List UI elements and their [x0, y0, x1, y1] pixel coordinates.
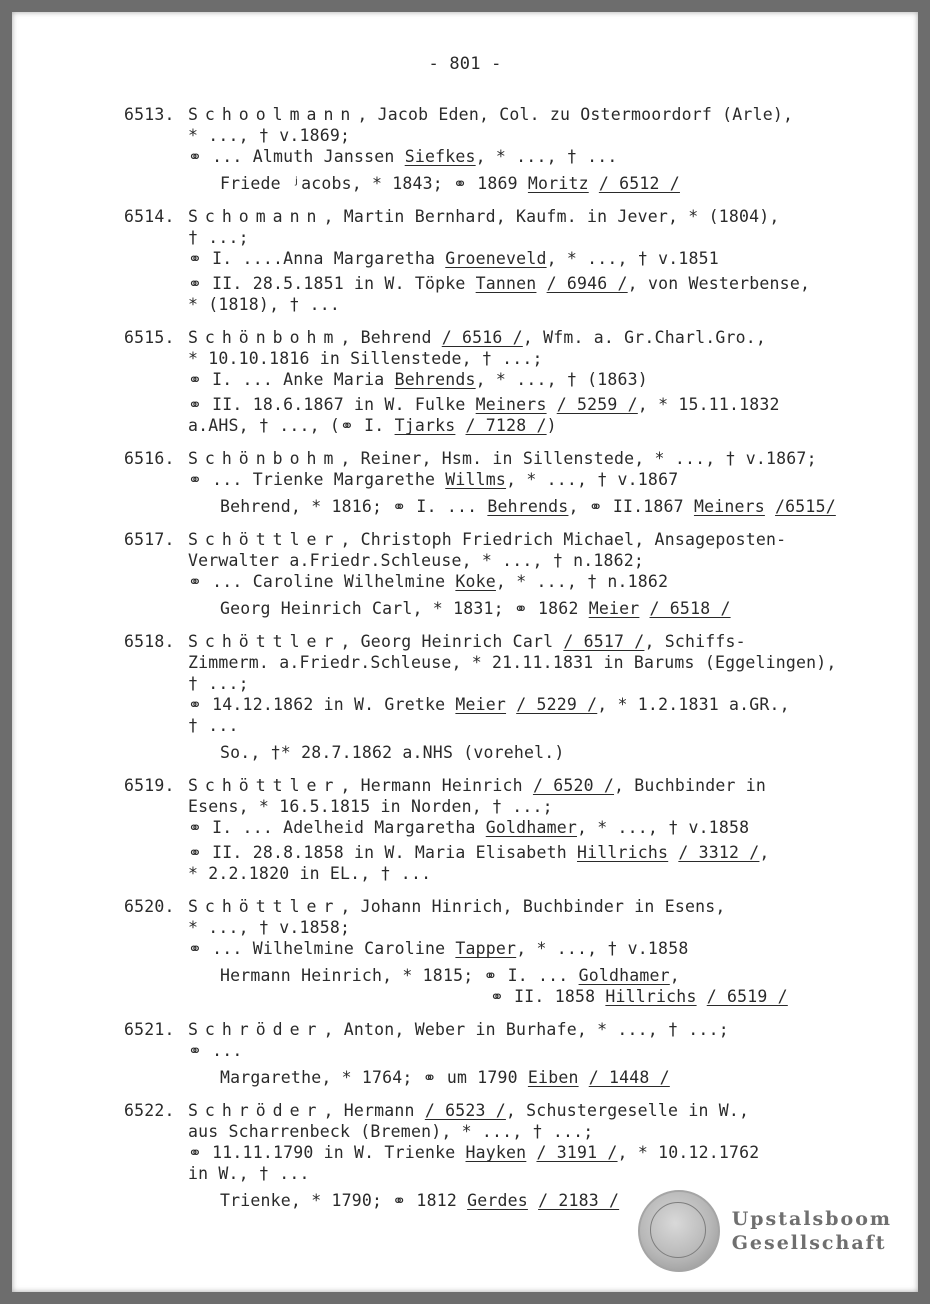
marriage-line — [124, 369, 864, 390]
surname: Koke — [455, 572, 496, 591]
entry-details: Esens, * 16.5.1815 in Norden, † ...; — [188, 797, 553, 816]
marriage-line — [124, 938, 864, 959]
child-line — [124, 742, 864, 763]
text: ⚭ II. 28.8.1858 in W. Maria Elisabeth — [188, 843, 577, 862]
text: , * ..., † v.1867 — [506, 470, 679, 489]
marriage-line — [124, 694, 864, 715]
cross-reference: /6515/ — [775, 497, 836, 516]
entry-number: 6520. — [124, 897, 175, 916]
text: , * ..., † v.1851 — [546, 249, 719, 268]
surname: Eiben — [527, 1068, 579, 1087]
genealogy-entry — [124, 896, 864, 1007]
entry-details: * (1818), † ... — [188, 295, 341, 314]
entry-surname: Schönbohm — [188, 328, 341, 347]
entry-number: 6513. — [124, 105, 175, 124]
child-line — [124, 496, 864, 517]
entry-details: , Wfm. a. Gr.Charl.Gro., — [522, 328, 767, 347]
child-line — [124, 1067, 864, 1088]
entry-surname: Schöttler — [188, 897, 341, 916]
cross-reference: / 1448 / — [588, 1068, 670, 1087]
marriage-line — [124, 817, 864, 838]
entry-details: ⚭ ... — [188, 1041, 243, 1060]
genealogy-entry — [124, 775, 864, 884]
entry-details: , Buchbinder in — [614, 776, 767, 795]
entry-details: Zimmerm. a.Friedr.Schleuse, * 21.11.1831 in Barums (Eggelingen), — [188, 653, 837, 672]
marriage-line — [124, 394, 864, 415]
entry-details: † ...; — [188, 674, 249, 693]
text: ⚭ I. ....Anna Margaretha — [188, 249, 446, 268]
entry-details: † ...; — [188, 228, 249, 247]
text: ⚭ ... Almuth Janssen — [188, 147, 405, 166]
text: ⚭ II. 28.5.1851 in W. Töpke — [188, 274, 476, 293]
text: , * 1.2.1831 a.GR., — [597, 695, 790, 714]
cross-reference: / 3191 / — [536, 1143, 618, 1162]
text: , von Westerbense, — [627, 274, 811, 293]
marriage-line — [124, 1142, 864, 1163]
org-name-line2: Gesellschaft — [731, 1232, 887, 1254]
surname: Meiners — [475, 395, 547, 414]
text: Georg Heinrich Carl, * 1831; ⚭ 1862 — [220, 599, 589, 618]
genealogy-entry — [124, 631, 864, 763]
surname: Hayken — [465, 1143, 527, 1162]
entry-details: aus Scharrenbeck (Bremen), * ..., † ...; — [188, 1122, 594, 1141]
entry-details: , Hermann Heinrich — [340, 776, 533, 795]
cross-reference: / 6516 / — [441, 328, 523, 347]
entry-number: 6517. — [124, 530, 175, 549]
entry-details: Verwalter a.Friedr.Schleuse, * ..., † n.1862; — [188, 551, 645, 570]
cross-reference: / 6519 / — [706, 987, 788, 1006]
text: , * ..., † ... — [475, 147, 618, 166]
surname: Tapper — [455, 939, 517, 958]
text: ⚭ II. 18.6.1867 in W. Fulke — [188, 395, 476, 414]
cross-reference: / 6520 / — [532, 776, 615, 795]
entry-surname: Schöttler — [188, 776, 341, 795]
entry-details: † ... — [188, 716, 239, 735]
text: Trienke, * 1790; ⚭ 1812 — [220, 1191, 468, 1210]
entry-number: 6515. — [124, 328, 175, 347]
text: , * ..., † (1863) — [475, 370, 648, 389]
entry-details: , Georg Heinrich Carl — [340, 632, 564, 651]
org-name-line1: Upstalsboom — [731, 1208, 892, 1230]
marriage-line — [124, 248, 864, 269]
entry-details: in W., † ... — [188, 1164, 310, 1183]
surname: Goldhamer — [578, 966, 670, 985]
entry-details: , Jacob Eden, Col. zu Ostermoordorf (Arle), — [357, 105, 794, 124]
society-logo — [638, 1190, 892, 1272]
child-line — [124, 986, 864, 1007]
marriage-line — [124, 842, 864, 863]
surname: Willms — [445, 470, 507, 489]
page-number: - 801 - — [428, 54, 502, 74]
entry-details: , Anton, Weber in Burhafe, * ..., † ...; — [323, 1020, 729, 1039]
text: ⚭ ... Trienke Margarethe — [188, 470, 446, 489]
marriage-line — [124, 469, 864, 490]
cross-reference: / 3312 / — [678, 843, 760, 862]
entry-surname: Schönbohm — [188, 449, 341, 468]
text: ⚭ ... Wilhelmine Caroline — [188, 939, 456, 958]
surname: Goldhamer — [485, 818, 577, 837]
entry-details: , Christoph Friedrich Michael, Ansageposten- — [340, 530, 787, 549]
entry-details: , Behrend — [340, 328, 442, 347]
marriage-line — [124, 273, 864, 294]
entry-surname: Schoolmann — [188, 105, 358, 124]
entry-surname: Schröder — [188, 1020, 324, 1039]
genealogy-entry — [124, 206, 864, 315]
text: So., †* 28.7.1862 a.NHS (vorehel.) — [220, 743, 565, 762]
text: ) — [546, 416, 557, 435]
surname: Behrends — [394, 370, 476, 389]
child-line — [124, 965, 864, 986]
text: , * ..., † v.1858 — [516, 939, 689, 958]
surname: Hillrichs — [576, 843, 669, 862]
cross-reference: / 5229 / — [516, 695, 598, 714]
surname: Meier — [455, 695, 507, 714]
cross-reference: / 2183 / — [538, 1191, 620, 1210]
entry-details: , Hermann — [323, 1101, 425, 1120]
text: , ⚭ II.1867 — [568, 497, 694, 516]
cross-reference: / 5259 / — [556, 395, 638, 414]
seal-icon — [638, 1190, 720, 1272]
entry-details: * ..., † v.1858; — [188, 918, 351, 937]
text: a.AHS, † ..., (⚭ I. — [188, 416, 395, 435]
surname: Meiners — [693, 497, 765, 516]
genealogy-entry — [124, 529, 864, 619]
entry-surname: Schomann — [188, 207, 324, 226]
marriage-line — [124, 571, 864, 592]
cross-reference: / 6523 / — [424, 1101, 506, 1120]
entry-details: * ..., † v.1869; — [188, 126, 351, 145]
document-page — [12, 12, 918, 1292]
entry-number: 6518. — [124, 632, 175, 651]
marriage-line — [124, 146, 864, 167]
cross-reference: / 6946 / — [546, 274, 628, 293]
entry-number: 6516. — [124, 449, 175, 468]
genealogy-entry — [124, 1019, 864, 1088]
surname: Tannen — [475, 274, 537, 293]
text: ⚭ II. 1858 — [490, 987, 606, 1006]
text: Margarethe, * 1764; ⚭ um 1790 — [220, 1068, 528, 1087]
genealogy-entry — [124, 104, 864, 194]
entry-surname: Schöttler — [188, 632, 341, 651]
surname: Behrends — [487, 497, 569, 516]
entry-number: 6522. — [124, 1101, 175, 1120]
text: ⚭ I. ... Anke Maria — [188, 370, 395, 389]
text: Friede ʲacobs, * 1843; ⚭ 1869 — [220, 174, 528, 193]
cross-reference: / 7128 / — [465, 416, 547, 435]
text: , * 10.12.1762 — [617, 1143, 760, 1162]
entry-list — [124, 104, 864, 1223]
entry-details: , Martin Bernhard, Kaufm. in Jever, * (1804), — [323, 207, 780, 226]
text: , * ..., † v.1858 — [577, 818, 750, 837]
entry-surname: Schröder — [188, 1101, 324, 1120]
entry-details: * 10.10.1816 in Sillenstede, † ...; — [188, 349, 543, 368]
text: ⚭ 14.12.1862 in W. Gretke — [188, 695, 456, 714]
entry-details: * 2.2.1820 in EL., † ... — [188, 864, 432, 883]
text: Behrend, * 1816; ⚭ I. ... — [220, 497, 488, 516]
surname: Groeneveld — [445, 249, 547, 268]
text: ⚭ I. ... Adelheid Margaretha — [188, 818, 486, 837]
text: , — [669, 966, 680, 985]
surname: Siefkes — [404, 147, 476, 166]
cross-reference: / 6512 / — [598, 174, 680, 193]
genealogy-entry — [124, 327, 864, 436]
surname: Tjarks — [394, 416, 456, 435]
text: ⚭ ... Caroline Wilhelmine — [188, 572, 456, 591]
entry-details: , Reiner, Hsm. in Sillenstede, * ..., † v.1867; — [340, 449, 817, 468]
surname: Gerdes — [467, 1191, 528, 1210]
entry-details: , Johann Hinrich, Buchbinder in Esens, — [340, 897, 726, 916]
surname: Hillrichs — [605, 987, 697, 1006]
text: Hermann Heinrich, * 1815; ⚭ I. ... — [220, 966, 579, 985]
text: , * ..., † n.1862 — [495, 572, 669, 591]
text: , — [759, 843, 770, 862]
entry-details: , Schustergeselle in W., — [505, 1101, 750, 1120]
entry-number: 6514. — [124, 207, 175, 226]
genealogy-entry — [124, 448, 864, 517]
text: ⚭ 11.11.1790 in W. Trienke — [188, 1143, 466, 1162]
cross-reference: / 6517 / — [563, 632, 645, 651]
text: , * 15.11.1832 — [637, 395, 780, 414]
cross-reference: / 6518 / — [649, 599, 731, 618]
surname: Meier — [588, 599, 640, 618]
entry-number: 6519. — [124, 776, 175, 795]
entry-number: 6521. — [124, 1020, 175, 1039]
entry-details: , Schiffs- — [644, 632, 746, 651]
child-line — [124, 598, 864, 619]
surname: Moritz — [527, 174, 589, 193]
entry-surname: Schöttler — [188, 530, 341, 549]
child-line — [124, 173, 864, 194]
